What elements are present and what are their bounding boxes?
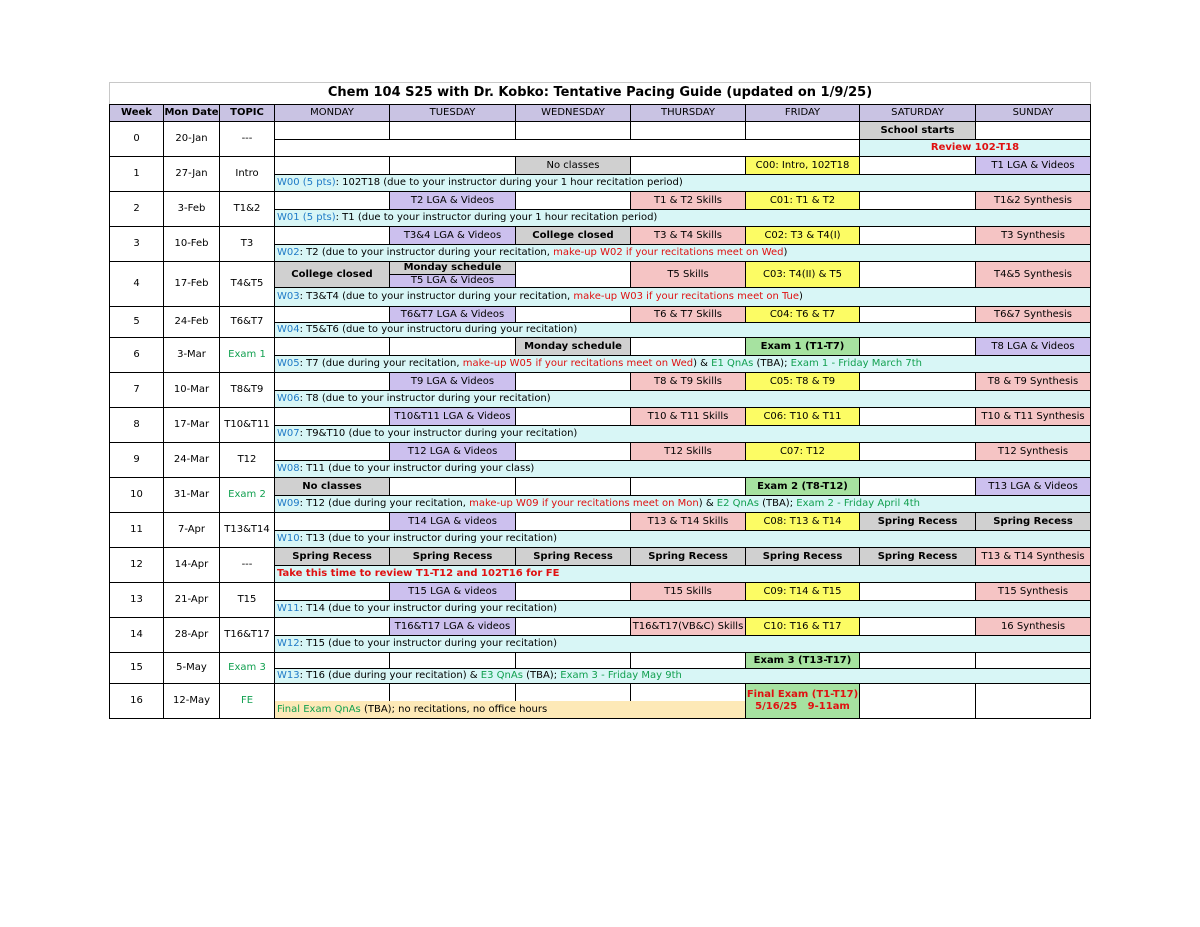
header-cell: Week (109, 104, 164, 122)
day-cell (859, 683, 976, 719)
day-cell: C10: T16 & T17 (745, 617, 860, 636)
header-cell: SUNDAY (975, 104, 1091, 122)
note-segment: W13 (277, 670, 300, 681)
mon-date: 10-Feb (163, 226, 220, 262)
week-number: 1 (109, 156, 164, 192)
note-segment: : T11 (due to your instructor during your class) (299, 463, 535, 474)
day-cell (745, 121, 860, 140)
mon-date: 31-Mar (163, 477, 220, 513)
day-cell: C00: Intro, 102T18 (745, 156, 860, 175)
day-cell: C09: T14 & T15 (745, 582, 860, 601)
mon-date: 10-Mar (163, 372, 220, 408)
day-cell (274, 442, 390, 461)
topic: Exam 2 (219, 477, 275, 513)
day-cell: No classes (274, 477, 390, 496)
note-segment: : T16 (due during your recitation) & (299, 670, 481, 681)
week-note (274, 209, 1091, 227)
week-note (274, 287, 1091, 307)
note-segment: make-up W09 if your recitations meet on Mon (469, 498, 699, 509)
day-cell: T13 & T14 Skills (630, 512, 746, 531)
day-cell: T15 Synthesis (975, 582, 1091, 601)
week-number: 14 (109, 617, 164, 653)
day-cell (389, 652, 516, 669)
week-number: 4 (109, 261, 164, 307)
day-cell: C08: T13 & T14 (745, 512, 860, 531)
day-cell (859, 226, 976, 245)
note-segment: W03 (277, 291, 300, 302)
day-cell (274, 582, 390, 601)
note-segment: Exam 1 - Friday March 7th (790, 358, 923, 369)
day-cell (975, 683, 1091, 719)
topic: --- (219, 121, 275, 157)
mon-date: 12-May (163, 683, 220, 719)
day-cell (859, 306, 976, 323)
mon-date: 24-Feb (163, 306, 220, 338)
day-cell: Monday schedule (515, 337, 631, 356)
week-note (274, 600, 1091, 618)
note-segment: : T9&T10 (due to your instructor during your recitation) (299, 428, 578, 439)
day-cell: T5 LGA & Videos (389, 274, 516, 288)
week-number: 9 (109, 442, 164, 478)
topic: Exam 3 (219, 652, 275, 684)
day-cell (515, 617, 631, 636)
day-cell (389, 477, 516, 496)
header-cell: MONDAY (274, 104, 390, 122)
note-segment: : T14 (due to your instructor during your recitation) (299, 603, 558, 614)
note-segment: ) (799, 291, 803, 302)
day-cell (859, 156, 976, 175)
note-segment: E1 QnAs (711, 358, 754, 369)
mon-date: 14-Apr (163, 547, 220, 583)
day-cell (859, 442, 976, 461)
header-cell: FRIDAY (745, 104, 860, 122)
day-cell: T2 LGA & Videos (389, 191, 516, 210)
day-cell: C07: T12 (745, 442, 860, 461)
mon-date: 28-Apr (163, 617, 220, 653)
day-cell: T8 & T9 Skills (630, 372, 746, 391)
day-cell (630, 683, 746, 702)
note-segment: : T2 (due to your instructor during your recitation, (299, 247, 554, 258)
day-cell (515, 306, 631, 323)
mon-date: 17-Feb (163, 261, 220, 307)
day-cell (630, 121, 746, 140)
note-segment: (TBA); (758, 498, 797, 509)
day-cell (274, 337, 390, 356)
day-cell: Spring Recess (745, 547, 860, 566)
mon-date: 20-Jan (163, 121, 220, 157)
note-segment: E3 QnAs (480, 670, 523, 681)
day-cell (274, 617, 390, 636)
day-cell: T3 Synthesis (975, 226, 1091, 245)
note-segment: W10 (277, 533, 300, 544)
note-segment: ) & (693, 358, 712, 369)
week-note (274, 322, 1091, 338)
week-number: 8 (109, 407, 164, 443)
day-cell (515, 442, 631, 461)
week-note (274, 460, 1091, 478)
note-segment: (TBA); (522, 670, 561, 681)
day-cell (389, 337, 516, 356)
day-cell (274, 121, 390, 140)
day-cell (515, 372, 631, 391)
week-number: 10 (109, 477, 164, 513)
day-cell: C04: T6 & T7 (745, 306, 860, 323)
day-cell: College closed (274, 261, 390, 288)
note-segment: ) (783, 247, 788, 258)
day-cell (859, 337, 976, 356)
day-cell: Spring Recess (975, 512, 1091, 531)
week-number: 2 (109, 191, 164, 227)
day-cell: Spring Recess (389, 547, 516, 566)
note-segment: : T5&T6 (due to your instructoru during your recitation) (299, 324, 578, 335)
week-note (274, 495, 1091, 513)
day-cell: Spring Recess (274, 547, 390, 566)
day-cell: T5 Skills (630, 261, 746, 288)
day-cell: T13 LGA & Videos (975, 477, 1091, 496)
note-segment: W09 (277, 498, 300, 509)
page-title: Chem 104 S25 with Dr. Kobko: Tentative Pacing Guide (updated on 1/9/25) (327, 85, 873, 100)
note-segment: : 102T18 (due to your instructor during your 1 hour recitation period) (335, 177, 683, 188)
day-cell (975, 652, 1091, 669)
day-cell (859, 617, 976, 636)
topic: T6&T7 (219, 306, 275, 338)
day-cell: T4&5 Synthesis (975, 261, 1091, 288)
topic: --- (219, 547, 275, 583)
week-note (274, 425, 1091, 443)
week-number: 16 (109, 683, 164, 719)
day-cell (274, 226, 390, 245)
topic: T16&T17 (219, 617, 275, 653)
topic: T1&2 (219, 191, 275, 227)
day-cell: Spring Recess (859, 512, 976, 531)
title-box (109, 82, 1091, 105)
day-cell: Exam 2 (T8-T12) (745, 477, 860, 496)
header-cell: TOPIC (219, 104, 275, 122)
topic: T15 (219, 582, 275, 618)
day-cell (274, 156, 390, 175)
week-note (274, 565, 1091, 583)
note-segment: Exam 3 - Friday May 9th (560, 670, 682, 681)
day-cell (515, 407, 631, 426)
day-cell (274, 407, 390, 426)
week-number: 7 (109, 372, 164, 408)
week-note (274, 668, 1091, 684)
note-segment: W04 (277, 324, 300, 335)
day-cell (274, 306, 390, 323)
day-cell (859, 652, 976, 669)
day-cell: T10&T11 LGA & Videos (389, 407, 516, 426)
week-number: 11 (109, 512, 164, 548)
day-cell (859, 407, 976, 426)
mon-date: 3-Feb (163, 191, 220, 227)
day-cell: T10 & T11 Skills (630, 407, 746, 426)
day-cell (274, 512, 390, 531)
topic: T13&T14 (219, 512, 275, 548)
note-segment: W12 (277, 638, 300, 649)
note-segment: (TBA); (753, 358, 791, 369)
note-segment: W02 (277, 247, 300, 258)
note-segment: W00 (5 pts) (277, 177, 336, 188)
topic: T4&T5 (219, 261, 275, 307)
day-cell: T12 Synthesis (975, 442, 1091, 461)
mon-date: 24-Mar (163, 442, 220, 478)
week-number: 15 (109, 652, 164, 684)
day-cell: T1 & T2 Skills (630, 191, 746, 210)
day-cell: Spring Recess (630, 547, 746, 566)
week-note (274, 174, 1091, 192)
day-cell (515, 512, 631, 531)
day-cell (515, 121, 631, 140)
note-segment: make-up W03 if your recitations meet on Tue (573, 291, 800, 302)
day-cell: T14 LGA & videos (389, 512, 516, 531)
note-segment: W11 (277, 603, 300, 614)
note-segment: make-up W05 if your recitations meet on Wed (462, 358, 694, 369)
day-cell: T12 Skills (630, 442, 746, 461)
day-cell: 16 Synthesis (975, 617, 1091, 636)
week-number: 0 (109, 121, 164, 157)
note-segment: : T12 (due during your recitation, (299, 498, 470, 509)
review-note: Review 102-T18 (859, 139, 1091, 157)
note-segment: W07 (277, 428, 300, 439)
week-number: 6 (109, 337, 164, 373)
week-note (274, 355, 1091, 373)
week-note (274, 244, 1091, 262)
header-cell: WEDNESDAY (515, 104, 631, 122)
day-cell: C01: T1 & T2 (745, 191, 860, 210)
note-segment: Exam 2 - Friday April 4th (796, 498, 921, 509)
day-cell: C03: T4(II) & T5 (745, 261, 860, 288)
day-cell: T15 Skills (630, 582, 746, 601)
final-exam-cell (745, 683, 860, 719)
day-cell: T1 LGA & Videos (975, 156, 1091, 175)
day-cell (859, 191, 976, 210)
note-segment: Take this time to review T1-T12 and 102T16 for FE (277, 568, 560, 579)
day-cell: C06: T10 & T11 (745, 407, 860, 426)
day-cell: T10 & T11 Synthesis (975, 407, 1091, 426)
pacing-guide-sheet (109, 82, 1091, 718)
week-number: 13 (109, 582, 164, 618)
topic: T12 (219, 442, 275, 478)
day-cell: T1&2 Synthesis (975, 191, 1091, 210)
mon-date: 3-Mar (163, 337, 220, 373)
note-segment: : T8 (due to your instructor during your recitation) (299, 393, 551, 404)
day-cell (859, 261, 976, 288)
day-cell: T8 LGA & Videos (975, 337, 1091, 356)
topic: T10&T11 (219, 407, 275, 443)
note-segment: : T3&T4 (due to your instructor during your recitation, (299, 291, 574, 302)
topic: FE (219, 683, 275, 719)
day-cell: No classes (515, 156, 631, 175)
note-segment: W08 (277, 463, 300, 474)
header-cell: Mon Date (163, 104, 220, 122)
note-segment: : T13 (due to your instructor during your recitation) (299, 533, 558, 544)
day-cell (389, 121, 516, 140)
week-note (274, 701, 746, 719)
day-cell (274, 372, 390, 391)
day-cell (630, 477, 746, 496)
day-cell: T15 LGA & videos (389, 582, 516, 601)
topic: Exam 1 (219, 337, 275, 373)
topic: T3 (219, 226, 275, 262)
day-cell: College closed (515, 226, 631, 245)
day-cell (389, 683, 516, 702)
note-segment: W05 (277, 358, 300, 369)
day-cell: Exam 1 (T1-T7) (745, 337, 860, 356)
day-cell: T9 LGA & Videos (389, 372, 516, 391)
day-cell (389, 156, 516, 175)
day-cell: T8 & T9 Synthesis (975, 372, 1091, 391)
day-cell (630, 652, 746, 669)
note-segment: W06 (277, 393, 300, 404)
day-cell (515, 261, 631, 288)
mon-date: 7-Apr (163, 512, 220, 548)
note-segment: : T15 (due to your instructor during your recitation) (299, 638, 558, 649)
mon-date: 5-May (163, 652, 220, 684)
note-segment: (TBA); no recitations, no office hours (360, 703, 548, 715)
day-cell: C02: T3 & T4(I) (745, 226, 860, 245)
note-segment: ) & (698, 498, 717, 509)
day-cell (975, 121, 1091, 140)
day-cell: T6 & T7 Skills (630, 306, 746, 323)
mon-date: 27-Jan (163, 156, 220, 192)
week-number: 12 (109, 547, 164, 583)
week-note (274, 530, 1091, 548)
day-cell (515, 582, 631, 601)
mon-date: 21-Apr (163, 582, 220, 618)
day-cell (515, 191, 631, 210)
day-cell (515, 477, 631, 496)
day-cell: T3&4 LGA & Videos (389, 226, 516, 245)
empty-cell (274, 139, 860, 157)
note-segment: make-up W02 if your recitations meet on Wed (553, 247, 784, 258)
day-cell: T16&T17(VB&C) Skills (630, 617, 746, 636)
week-number: 5 (109, 306, 164, 338)
day-cell (274, 652, 390, 669)
final-exam-title: Final Exam (T1-T17) (746, 689, 859, 700)
day-cell (630, 337, 746, 356)
header-cell: THURSDAY (630, 104, 746, 122)
note-segment: Final Exam QnAs (277, 703, 361, 715)
day-cell: T3 & T4 Skills (630, 226, 746, 245)
week-note (274, 635, 1091, 653)
day-cell (859, 582, 976, 601)
day-cell (630, 156, 746, 175)
day-cell (274, 191, 390, 210)
day-cell (515, 683, 631, 702)
note-segment: : T1 (due to your instructor during your 1 hour recitation period) (335, 212, 658, 223)
header-cell: TUESDAY (389, 104, 516, 122)
day-cell: T13 & T14 Synthesis (975, 547, 1091, 566)
day-cell (274, 683, 390, 702)
day-cell: T12 LGA & Videos (389, 442, 516, 461)
final-exam-time: 5/16/25 9-11am (755, 701, 850, 712)
day-cell: Monday schedule (389, 261, 516, 275)
day-cell: T16&T17 LGA & videos (389, 617, 516, 636)
note-segment: W01 (5 pts) (277, 212, 336, 223)
header-cell: SATURDAY (859, 104, 976, 122)
day-cell: T6&7 Synthesis (975, 306, 1091, 323)
day-cell: School starts (859, 121, 976, 140)
day-cell: Spring Recess (515, 547, 631, 566)
day-cell: T6&T7 LGA & Videos (389, 306, 516, 323)
week-number: 3 (109, 226, 164, 262)
day-cell (515, 652, 631, 669)
day-cell (859, 372, 976, 391)
day-cell: Exam 3 (T13-T17) (745, 652, 860, 669)
week-note (274, 390, 1091, 408)
topic: Intro (219, 156, 275, 192)
day-cell (859, 477, 976, 496)
day-cell: Spring Recess (859, 547, 976, 566)
day-cell: C05: T8 & T9 (745, 372, 860, 391)
note-segment: E2 QnAs (716, 498, 759, 509)
note-segment: : T7 (due during your recitation, (299, 358, 463, 369)
topic: T8&T9 (219, 372, 275, 408)
mon-date: 17-Mar (163, 407, 220, 443)
